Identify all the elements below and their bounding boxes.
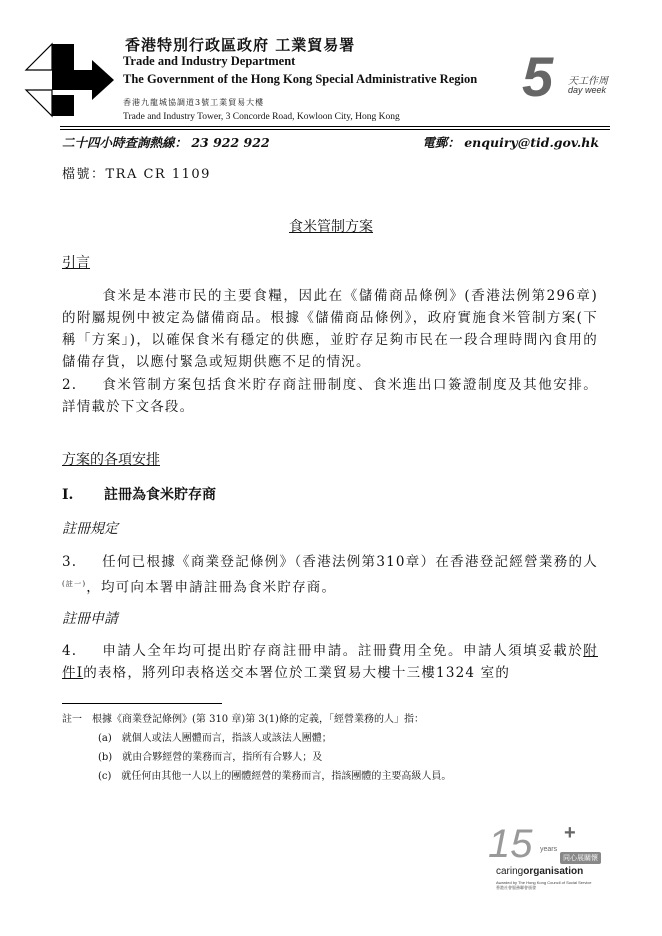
- paragraph-1-text: 食米是本港市民的主要食糧，因此在《儲備商品條例》(香港法例第296章)的附屬規例中被定為儲備商品。根據《儲備商品條例》，政府實施食米管制方案(下稱「方案」)，以確保食米有穩定的供應，並貯存足夠市民在一段合理時間內食用的儲備存貨，以應付緊急或短期供應不足的情況。: [62, 288, 598, 370]
- file-number: 檔號：TRA CR 1109: [62, 167, 211, 182]
- footnote-item-c: (c) 就任何由其他一人以上的團體經營的業務而言，指該團體的主要高級人員。: [98, 771, 452, 782]
- five-day-number: 5: [522, 45, 554, 108]
- header-rule-top: [60, 126, 610, 127]
- address-zh: 香港九龍城協調道3號工業貿易大樓: [123, 98, 265, 107]
- paragraph-4-number: 4.: [62, 643, 78, 659]
- caring-awarded-zh: 香港社會服務聯會頒發: [496, 885, 536, 890]
- section-1-number: I.: [62, 487, 74, 503]
- footnote-lead: 註一 根據《商業登記條例》(第 310 章)第 3(1)條的定義，「經營業務的人」指：: [62, 714, 424, 725]
- footnote-item-b: (b) 就由合夥經營的業務而言，指所有合夥人；及: [98, 752, 323, 763]
- footnote-ref[interactable]: (註一): [62, 580, 87, 588]
- five-day-week-logo: [520, 45, 610, 108]
- caring-label-b: organisation: [523, 866, 584, 877]
- department-name-zh: 香港特別行政區政府 工業貿易署: [125, 36, 356, 54]
- government-name-en: The Government of the Hong Kong Special Administrative Region: [123, 72, 478, 86]
- section-1-title: 註冊為食米貯存商: [104, 487, 216, 503]
- annex-1-link[interactable]: 附件I: [62, 643, 598, 681]
- caring-label: [496, 866, 583, 877]
- caring-awarded-en: Awarded by The Hong Kong Council of Social Service: [496, 880, 592, 885]
- arrangements-heading: 方案的各項安排: [62, 452, 160, 468]
- department-name-en: Trade and Industry Department: [123, 54, 296, 68]
- address-en: Trade and Industry Tower, 3 Concorde Road, Kowloon City, Hong Kong: [123, 112, 400, 122]
- paragraph-4-text-b: 的表格，將列印表格送交本署位於工業貿易大樓十三樓1324 室的: [83, 665, 511, 681]
- five-day-zh: 天工作周: [568, 76, 608, 87]
- caring-badge: 同心展關懷: [560, 852, 601, 864]
- footnote: [62, 710, 602, 786]
- caring-number: 15: [488, 822, 533, 866]
- tid-logo-icon: [22, 40, 122, 120]
- paragraph-2-text: 食米管制方案包括食米貯存商註冊制度、食米進出口簽證制度及其他安排。詳情載於下文各段。: [62, 377, 598, 415]
- paragraph-2-number: 2.: [62, 377, 78, 393]
- subheading-registration-application: 註冊申請: [62, 611, 118, 627]
- paragraph-3-number: 3.: [62, 554, 78, 570]
- document-title: 食米管制方案: [289, 219, 373, 235]
- header-rule-bottom: [60, 129, 610, 130]
- paragraph-4-text-a: 申請人全年均可提出貯存商註冊申請。註冊費用全免。申請人須填妥載於: [102, 643, 584, 659]
- paragraph-2: [62, 374, 598, 418]
- paragraph-1: [62, 285, 598, 373]
- paragraph-3-text-b: ，均可向本署申請註冊為食米貯存商。: [86, 579, 337, 596]
- caring-awarded-by: [496, 880, 606, 891]
- caring-plus: +: [564, 822, 576, 844]
- footnote-rule: [62, 703, 222, 704]
- section-1-heading: [62, 484, 216, 504]
- paragraph-3: [62, 551, 598, 599]
- caring-label-a: caring: [496, 866, 524, 877]
- intro-heading: 引言: [62, 255, 90, 271]
- paragraph-4: [62, 640, 598, 684]
- subheading-registration-requirements: 註冊規定: [62, 521, 118, 537]
- hotline: 二十四小時查詢熱線： 23 922 922: [62, 135, 270, 150]
- footnote-item-a: (a) 就個人或法人團體而言，指該人或該法人團體；: [98, 733, 332, 744]
- caring-years: years: [540, 846, 558, 853]
- five-day-en: day week: [568, 85, 607, 95]
- paragraph-3-text-a: 任何已根據《商業登記條例》（香港法例第310章）在香港登記經營業務的人: [102, 554, 598, 570]
- email-contact[interactable]: 電郵： enquiry@tid.gov.hk: [422, 135, 599, 150]
